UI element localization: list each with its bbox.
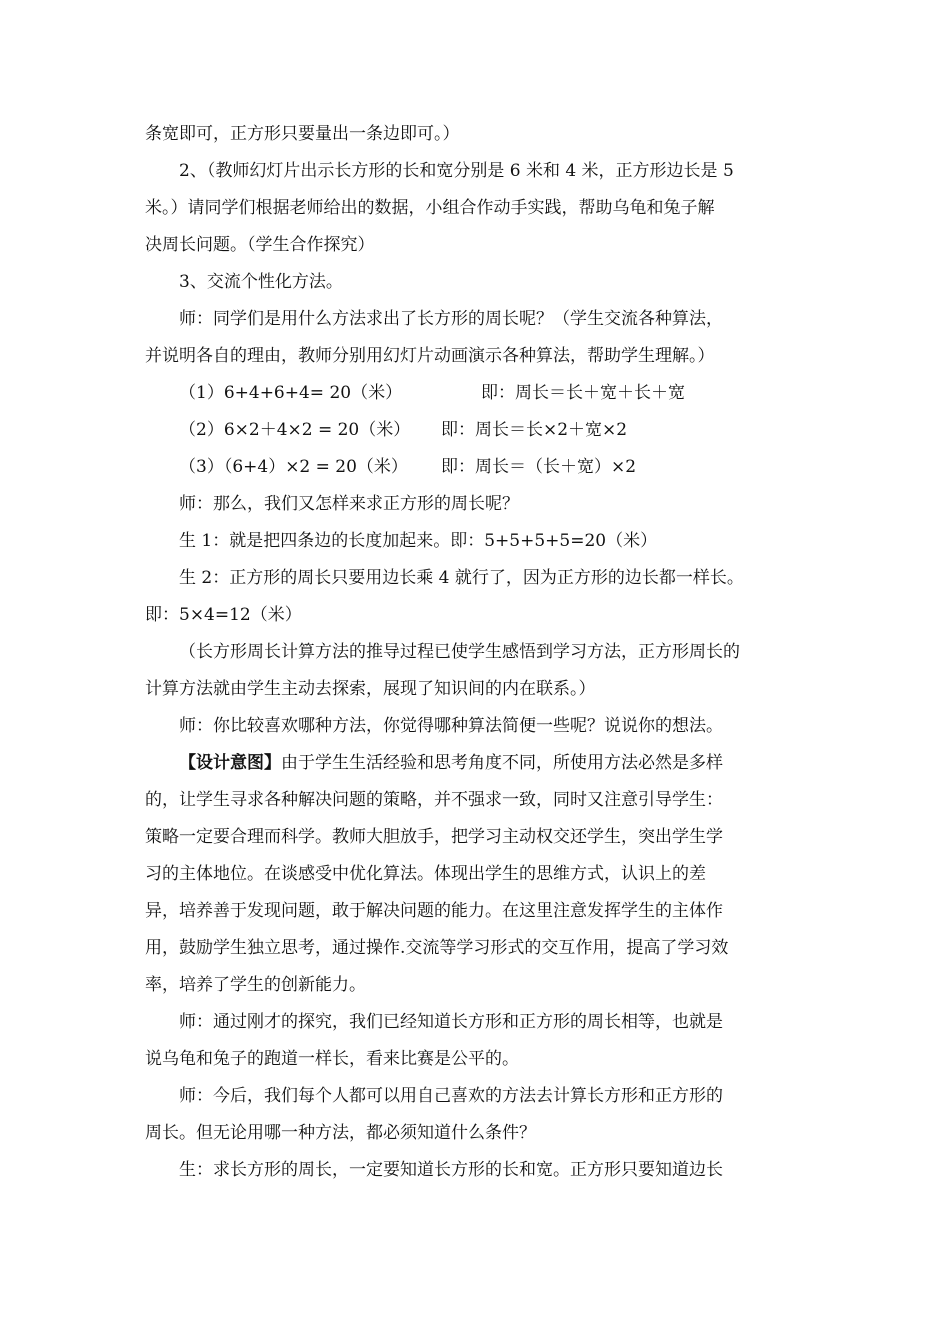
paragraph-line: 异，培养善于发现问题，敢于解决问题的能力。在这里注意发挥学生的主体作 <box>145 901 723 921</box>
formula-equation: 即：周长＝长＋宽＋长＋宽 <box>481 383 685 403</box>
paragraph-line: 用，鼓励学生独立思考，通过操作.交流等学习形式的交互作用，提高了学习效 <box>145 938 729 958</box>
paragraph-line: 师：今后，我们每个人都可以用自己喜欢的方法去计算长方形和正方形的 <box>179 1086 723 1106</box>
design-intent-line <box>145 745 810 782</box>
paragraph-line: 并说明各自的理由，教师分别用幻灯片动画演示各种算法，帮助学生理解。） <box>145 346 715 366</box>
design-intent-text: 由于学生生活经验和思考角度不同，所使用方法必然是多样 <box>281 753 723 773</box>
paragraph-line: 说乌龟和兔子的跑道一样长，看来比赛是公平的。 <box>145 1049 519 1069</box>
paragraph-line: 生 1：就是把四条边的长度加起来。即：5+5+5+5=20（米） <box>179 531 658 551</box>
paragraph-line: 师：同学们是用什么方法求出了长方形的周长呢？（学生交流各种算法， <box>179 309 723 329</box>
paragraph-line: 策略一定要合理而科学。教师大胆放手，把学习主动权交还学生，突出学生学 <box>145 827 723 847</box>
paragraph-line: （长方形周长计算方法的推导过程已使学生感悟到学习方法，正方形周长的 <box>179 642 740 662</box>
paragraph-line: 米。）请同学们根据老师给出的数据，小组合作动手实践，帮助乌龟和兔子解 <box>145 198 715 218</box>
formula-calculation: （2）6×2＋4×2 = 20（米） <box>179 420 411 440</box>
formula-line <box>145 375 810 412</box>
formula-line <box>145 449 810 486</box>
paragraph-line: 师：你比较喜欢哪种方法，你觉得哪种算法简便一些呢？说说你的想法。 <box>179 716 723 736</box>
paragraph-line: 率，培养了学生的创新能力。 <box>145 975 366 995</box>
paragraph-line: 师：通过刚才的探究，我们已经知道长方形和正方形的周长相等，也就是 <box>179 1012 723 1032</box>
formula-line <box>145 412 810 449</box>
paragraph-line: 生：求长方形的周长，一定要知道长方形的长和宽。正方形只要知道边长 <box>179 1160 723 1180</box>
paragraph-line: 习的主体地位。在谈感受中优化算法。体现出学生的思维方式，认识上的差 <box>145 864 706 884</box>
paragraph-line: 条宽即可，正方形只要量出一条边即可。） <box>145 124 460 144</box>
formula-equation: 即：周长＝长×2＋宽×2 <box>441 420 628 440</box>
paragraph-line: 计算方法就由学生主动去探索，展现了知识间的内在联系。） <box>145 679 596 699</box>
paragraph-line: 即：5×4=12（米） <box>145 605 302 625</box>
formula-calculation: （3）（6+4）×2 = 20（米） <box>179 457 408 477</box>
design-intent-label: 【设计意图】 <box>179 753 281 773</box>
paragraph-line: 3、交流个性化方法。 <box>179 272 343 292</box>
document-body <box>145 116 810 1189</box>
formula-calculation: （1）6+4+6+4= 20（米） <box>179 383 403 403</box>
paragraph-line: 周长。但无论用哪一种方法，都必须知道什么条件？ <box>145 1123 536 1143</box>
paragraph-line: 决周长问题。（学生合作探究） <box>145 235 375 255</box>
paragraph-line: 2、（教师幻灯片出示长方形的长和宽分别是 6 米和 4 米，正方形边长是 5 <box>179 161 734 181</box>
paragraph-line: 生 2：正方形的周长只要用边长乘 4 就行了，因为正方形的边长都一样长。 <box>179 568 744 588</box>
paragraph-line: 的，让学生寻求各种解决问题的策略，并不强求一致，同时又注意引导学生： <box>145 790 723 810</box>
formula-equation: 即：周长＝（长＋宽）×2 <box>441 457 637 477</box>
paragraph-line: 师：那么，我们又怎样来求正方形的周长呢？ <box>179 494 519 514</box>
